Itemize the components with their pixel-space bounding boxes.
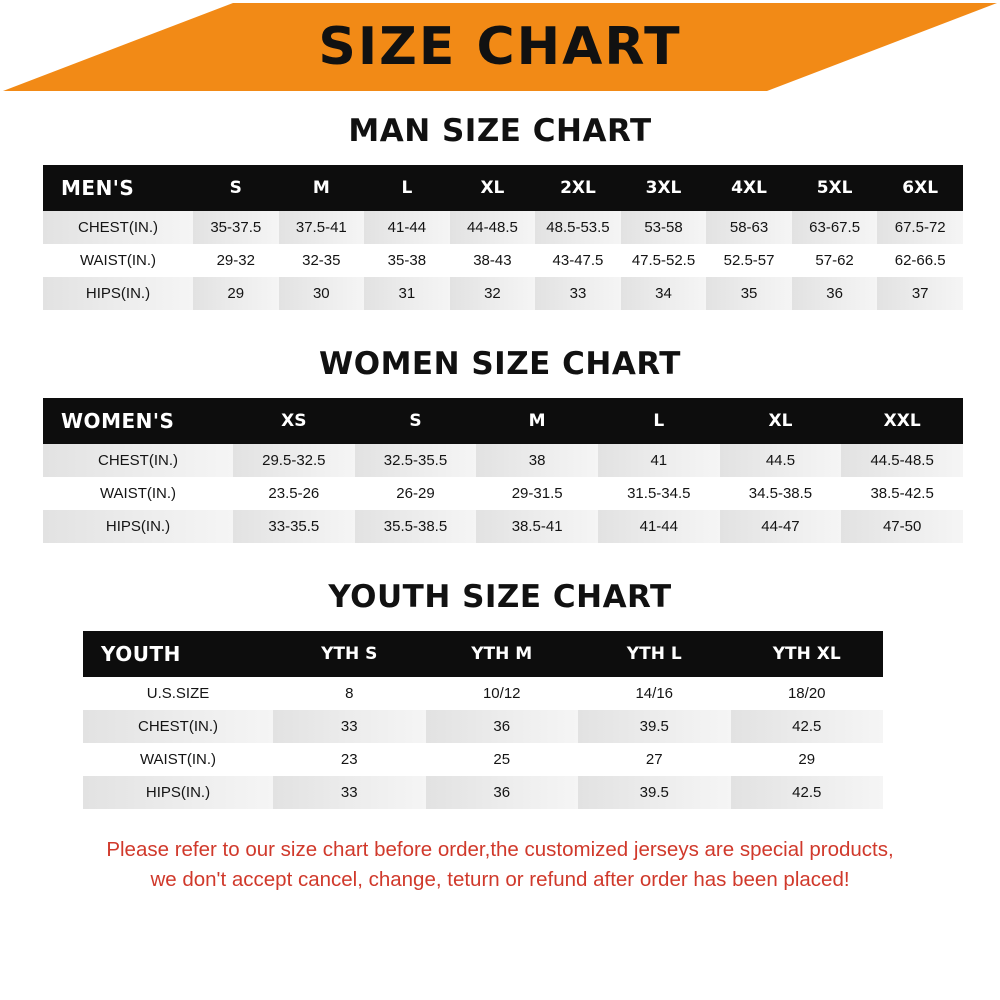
- women-cell: 32.5-35.5: [355, 444, 477, 477]
- youth-cell: 23: [273, 743, 426, 776]
- man-section: [3, 113, 997, 310]
- youth-section: [3, 579, 997, 809]
- man-cell: 29-32: [193, 244, 279, 277]
- man-cell: 34: [621, 277, 707, 310]
- man-row-label: CHEST(IN.): [43, 211, 193, 244]
- banner-wedge-right: [767, 3, 997, 91]
- man-cell: 32-35: [279, 244, 365, 277]
- man-cell: 44-48.5: [450, 211, 536, 244]
- man-cell: 33: [535, 277, 621, 310]
- disclaimer-note: [19, 835, 981, 894]
- women-header-cell: L: [598, 398, 720, 444]
- table-row: [83, 710, 883, 743]
- man-row-label: WAIST(IN.): [43, 244, 193, 277]
- man-cell: 41-44: [364, 211, 450, 244]
- women-header-cell: M: [476, 398, 598, 444]
- disclaimer-line-2: we don't accept cancel, change, teturn or refund after order has been placed!: [150, 867, 850, 891]
- women-cell: 41: [598, 444, 720, 477]
- man-cell: 48.5-53.5: [535, 211, 621, 244]
- man-header-cell: MEN'S: [43, 165, 193, 211]
- table-row: [43, 477, 963, 510]
- women-header-cell: XL: [720, 398, 842, 444]
- man-cell: 52.5-57: [706, 244, 792, 277]
- women-cell: 38.5-42.5: [841, 477, 963, 510]
- man-header-cell: 6XL: [877, 165, 963, 211]
- man-cell: 35-38: [364, 244, 450, 277]
- man-cell: 29: [193, 277, 279, 310]
- women-cell: 44.5: [720, 444, 842, 477]
- women-size-table: [43, 398, 963, 543]
- women-header-cell: XXL: [841, 398, 963, 444]
- man-cell: 38-43: [450, 244, 536, 277]
- man-header-cell: XL: [450, 165, 536, 211]
- youth-row-label: U.S.SIZE: [83, 677, 273, 710]
- youth-size-table: [83, 631, 883, 809]
- women-row-label: CHEST(IN.): [43, 444, 233, 477]
- man-cell: 37.5-41: [279, 211, 365, 244]
- women-cell: 26-29: [355, 477, 477, 510]
- women-cell: 23.5-26: [233, 477, 355, 510]
- table-row: [83, 677, 883, 710]
- man-table-header-row: [43, 165, 963, 211]
- women-cell: 44.5-48.5: [841, 444, 963, 477]
- youth-cell: 25: [426, 743, 579, 776]
- youth-cell: 14/16: [578, 677, 731, 710]
- man-cell: 43-47.5: [535, 244, 621, 277]
- youth-cell: 36: [426, 710, 579, 743]
- man-header-cell: 3XL: [621, 165, 707, 211]
- banner-wedge-left: [3, 3, 233, 91]
- table-row: [43, 444, 963, 477]
- table-row: [43, 510, 963, 543]
- women-row-label: WAIST(IN.): [43, 477, 233, 510]
- table-row: [43, 277, 963, 310]
- man-cell: 37: [877, 277, 963, 310]
- women-cell: 29-31.5: [476, 477, 598, 510]
- youth-section-title: YOUTH SIZE CHART: [328, 579, 672, 615]
- table-row: [43, 244, 963, 277]
- youth-cell: 33: [273, 710, 426, 743]
- women-cell: 33-35.5: [233, 510, 355, 543]
- youth-cell: 8: [273, 677, 426, 710]
- women-table-header-row: [43, 398, 963, 444]
- man-cell: 53-58: [621, 211, 707, 244]
- disclaimer-line-1: Please refer to our size chart before order,the customized jerseys are special products,: [106, 838, 894, 861]
- youth-header-cell: YTH XL: [731, 631, 884, 677]
- women-cell: 38.5-41: [476, 510, 598, 543]
- women-header-cell: S: [355, 398, 477, 444]
- youth-row-label: CHEST(IN.): [83, 710, 273, 743]
- man-cell: 30: [279, 277, 365, 310]
- youth-cell: 42.5: [731, 710, 884, 743]
- youth-cell: 18/20: [731, 677, 884, 710]
- header-banner: [3, 3, 997, 91]
- women-row-label: HIPS(IN.): [43, 510, 233, 543]
- man-cell: 31: [364, 277, 450, 310]
- man-cell: 62-66.5: [877, 244, 963, 277]
- women-cell: 41-44: [598, 510, 720, 543]
- man-header-cell: 2XL: [535, 165, 621, 211]
- youth-cell: 42.5: [731, 776, 884, 809]
- table-row: [43, 211, 963, 244]
- man-cell: 58-63: [706, 211, 792, 244]
- youth-row-label: HIPS(IN.): [83, 776, 273, 809]
- youth-header-cell: YTH L: [578, 631, 731, 677]
- man-header-cell: S: [193, 165, 279, 211]
- women-header-cell: WOMEN'S: [43, 398, 233, 444]
- man-cell: 35-37.5: [193, 211, 279, 244]
- man-cell: 67.5-72: [877, 211, 963, 244]
- women-cell: 38: [476, 444, 598, 477]
- youth-cell: 10/12: [426, 677, 579, 710]
- man-cell: 36: [792, 277, 878, 310]
- women-cell: 44-47: [720, 510, 842, 543]
- youth-header-cell: YTH M: [426, 631, 579, 677]
- man-cell: 47.5-52.5: [621, 244, 707, 277]
- man-section-title: MAN SIZE CHART: [348, 113, 652, 149]
- women-cell: 29.5-32.5: [233, 444, 355, 477]
- women-cell: 35.5-38.5: [355, 510, 477, 543]
- youth-header-cell: YOUTH: [83, 631, 273, 677]
- youth-table-header-row: [83, 631, 883, 677]
- man-cell: 35: [706, 277, 792, 310]
- table-row: [83, 776, 883, 809]
- page-title: SIZE CHART: [318, 17, 682, 77]
- youth-header-cell: YTH S: [273, 631, 426, 677]
- youth-cell: 29: [731, 743, 884, 776]
- women-cell: 31.5-34.5: [598, 477, 720, 510]
- man-cell: 32: [450, 277, 536, 310]
- women-section: [3, 346, 997, 543]
- women-header-cell: XS: [233, 398, 355, 444]
- man-row-label: HIPS(IN.): [43, 277, 193, 310]
- man-header-cell: M: [279, 165, 365, 211]
- women-cell: 34.5-38.5: [720, 477, 842, 510]
- youth-cell: 33: [273, 776, 426, 809]
- women-cell: 47-50: [841, 510, 963, 543]
- man-size-table: [43, 165, 963, 310]
- man-cell: 63-67.5: [792, 211, 878, 244]
- youth-cell: 27: [578, 743, 731, 776]
- man-cell: 57-62: [792, 244, 878, 277]
- youth-cell: 39.5: [578, 776, 731, 809]
- youth-cell: 36: [426, 776, 579, 809]
- youth-cell: 39.5: [578, 710, 731, 743]
- man-header-cell: L: [364, 165, 450, 211]
- man-header-cell: 5XL: [792, 165, 878, 211]
- youth-row-label: WAIST(IN.): [83, 743, 273, 776]
- table-row: [83, 743, 883, 776]
- man-header-cell: 4XL: [706, 165, 792, 211]
- women-section-title: WOMEN SIZE CHART: [319, 346, 681, 382]
